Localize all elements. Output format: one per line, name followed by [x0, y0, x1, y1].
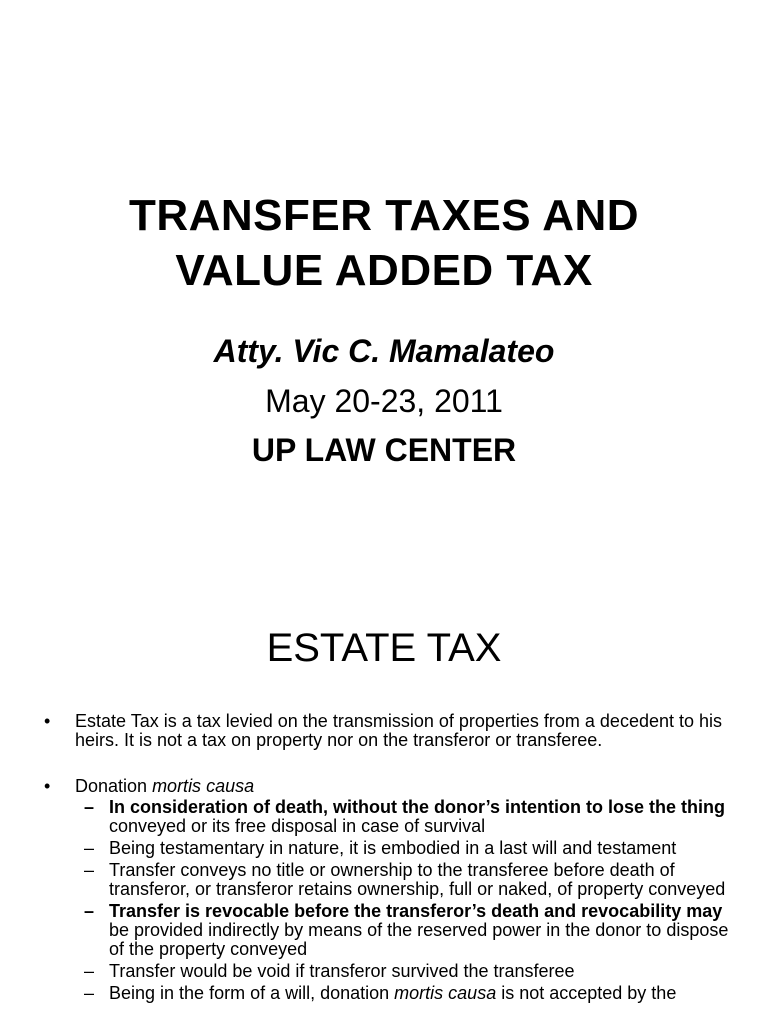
sub-item-lead: In consideration of death, without the donor’s intention to lose the thing [109, 797, 725, 817]
sub-item-void-if-survived [0, 962, 768, 981]
sub-item-revocable [0, 902, 768, 959]
bullet-donation-mortis-causa [0, 777, 768, 796]
bullet-estate-tax-definition [0, 712, 768, 750]
bullet-text: Estate Tax is a tax levied on the transmission of properties from a decedent to his heirs. It is not a tax on property nor on the transferor or transferee. [75, 711, 723, 750]
sub-item-text: Transfer conveys no title or ownership to the transferee before death of transferor, or transferor retains ownership, full or naked, of property conveyed [109, 860, 726, 899]
main-title-line-2: VALUE ADDED TAX [175, 246, 593, 295]
sub-item-rest: conveyed or its free disposal in case of survival [109, 816, 486, 836]
main-title-line-1: TRANSFER TAXES AND [128, 191, 640, 240]
sub-item-form-of-will [0, 984, 768, 1003]
dash-marker: – [84, 961, 95, 981]
dash-marker: – [84, 797, 95, 817]
sub-item-text-italic: mortis causa [394, 983, 497, 1003]
sub-item-lead: Transfer is revocable before the transferor’s death and revocability may [109, 901, 723, 921]
sub-item-consideration-of-death [0, 798, 768, 836]
author-name: Atty. Vic C. Mamalateo [213, 333, 555, 369]
estate-tax-content [0, 710, 768, 1003]
presentation-date: May 20-23, 2011 [265, 383, 503, 419]
sub-item-no-title-conveyed [0, 861, 768, 899]
venue-name: UP LAW CENTER [251, 432, 517, 468]
bullet-text-prefix: Donation [75, 776, 153, 796]
dash-marker: – [84, 838, 95, 858]
dash-marker: – [84, 983, 95, 1003]
bullet-marker: • [44, 711, 51, 731]
section-heading-estate-tax: ESTATE TAX [266, 626, 502, 670]
sub-item-text: Transfer would be void if transferor survived the transferee [109, 961, 575, 981]
sub-item-text: Being testamentary in nature, it is embodied in a last will and testament [109, 838, 677, 858]
sub-item-rest: be provided indirectly by means of the reserved power in the donor to dispose of the property conveyed [109, 920, 729, 959]
bullet-marker: • [44, 776, 51, 796]
dash-marker: – [84, 901, 95, 921]
sub-item-testamentary [0, 839, 768, 858]
dash-marker: – [84, 860, 95, 880]
sub-item-text-prefix: Being in the form of a will, donation [109, 983, 395, 1003]
bullet-text-italic: mortis causa [152, 776, 255, 796]
sub-item-text-suffix: is not accepted by the [496, 983, 677, 1003]
